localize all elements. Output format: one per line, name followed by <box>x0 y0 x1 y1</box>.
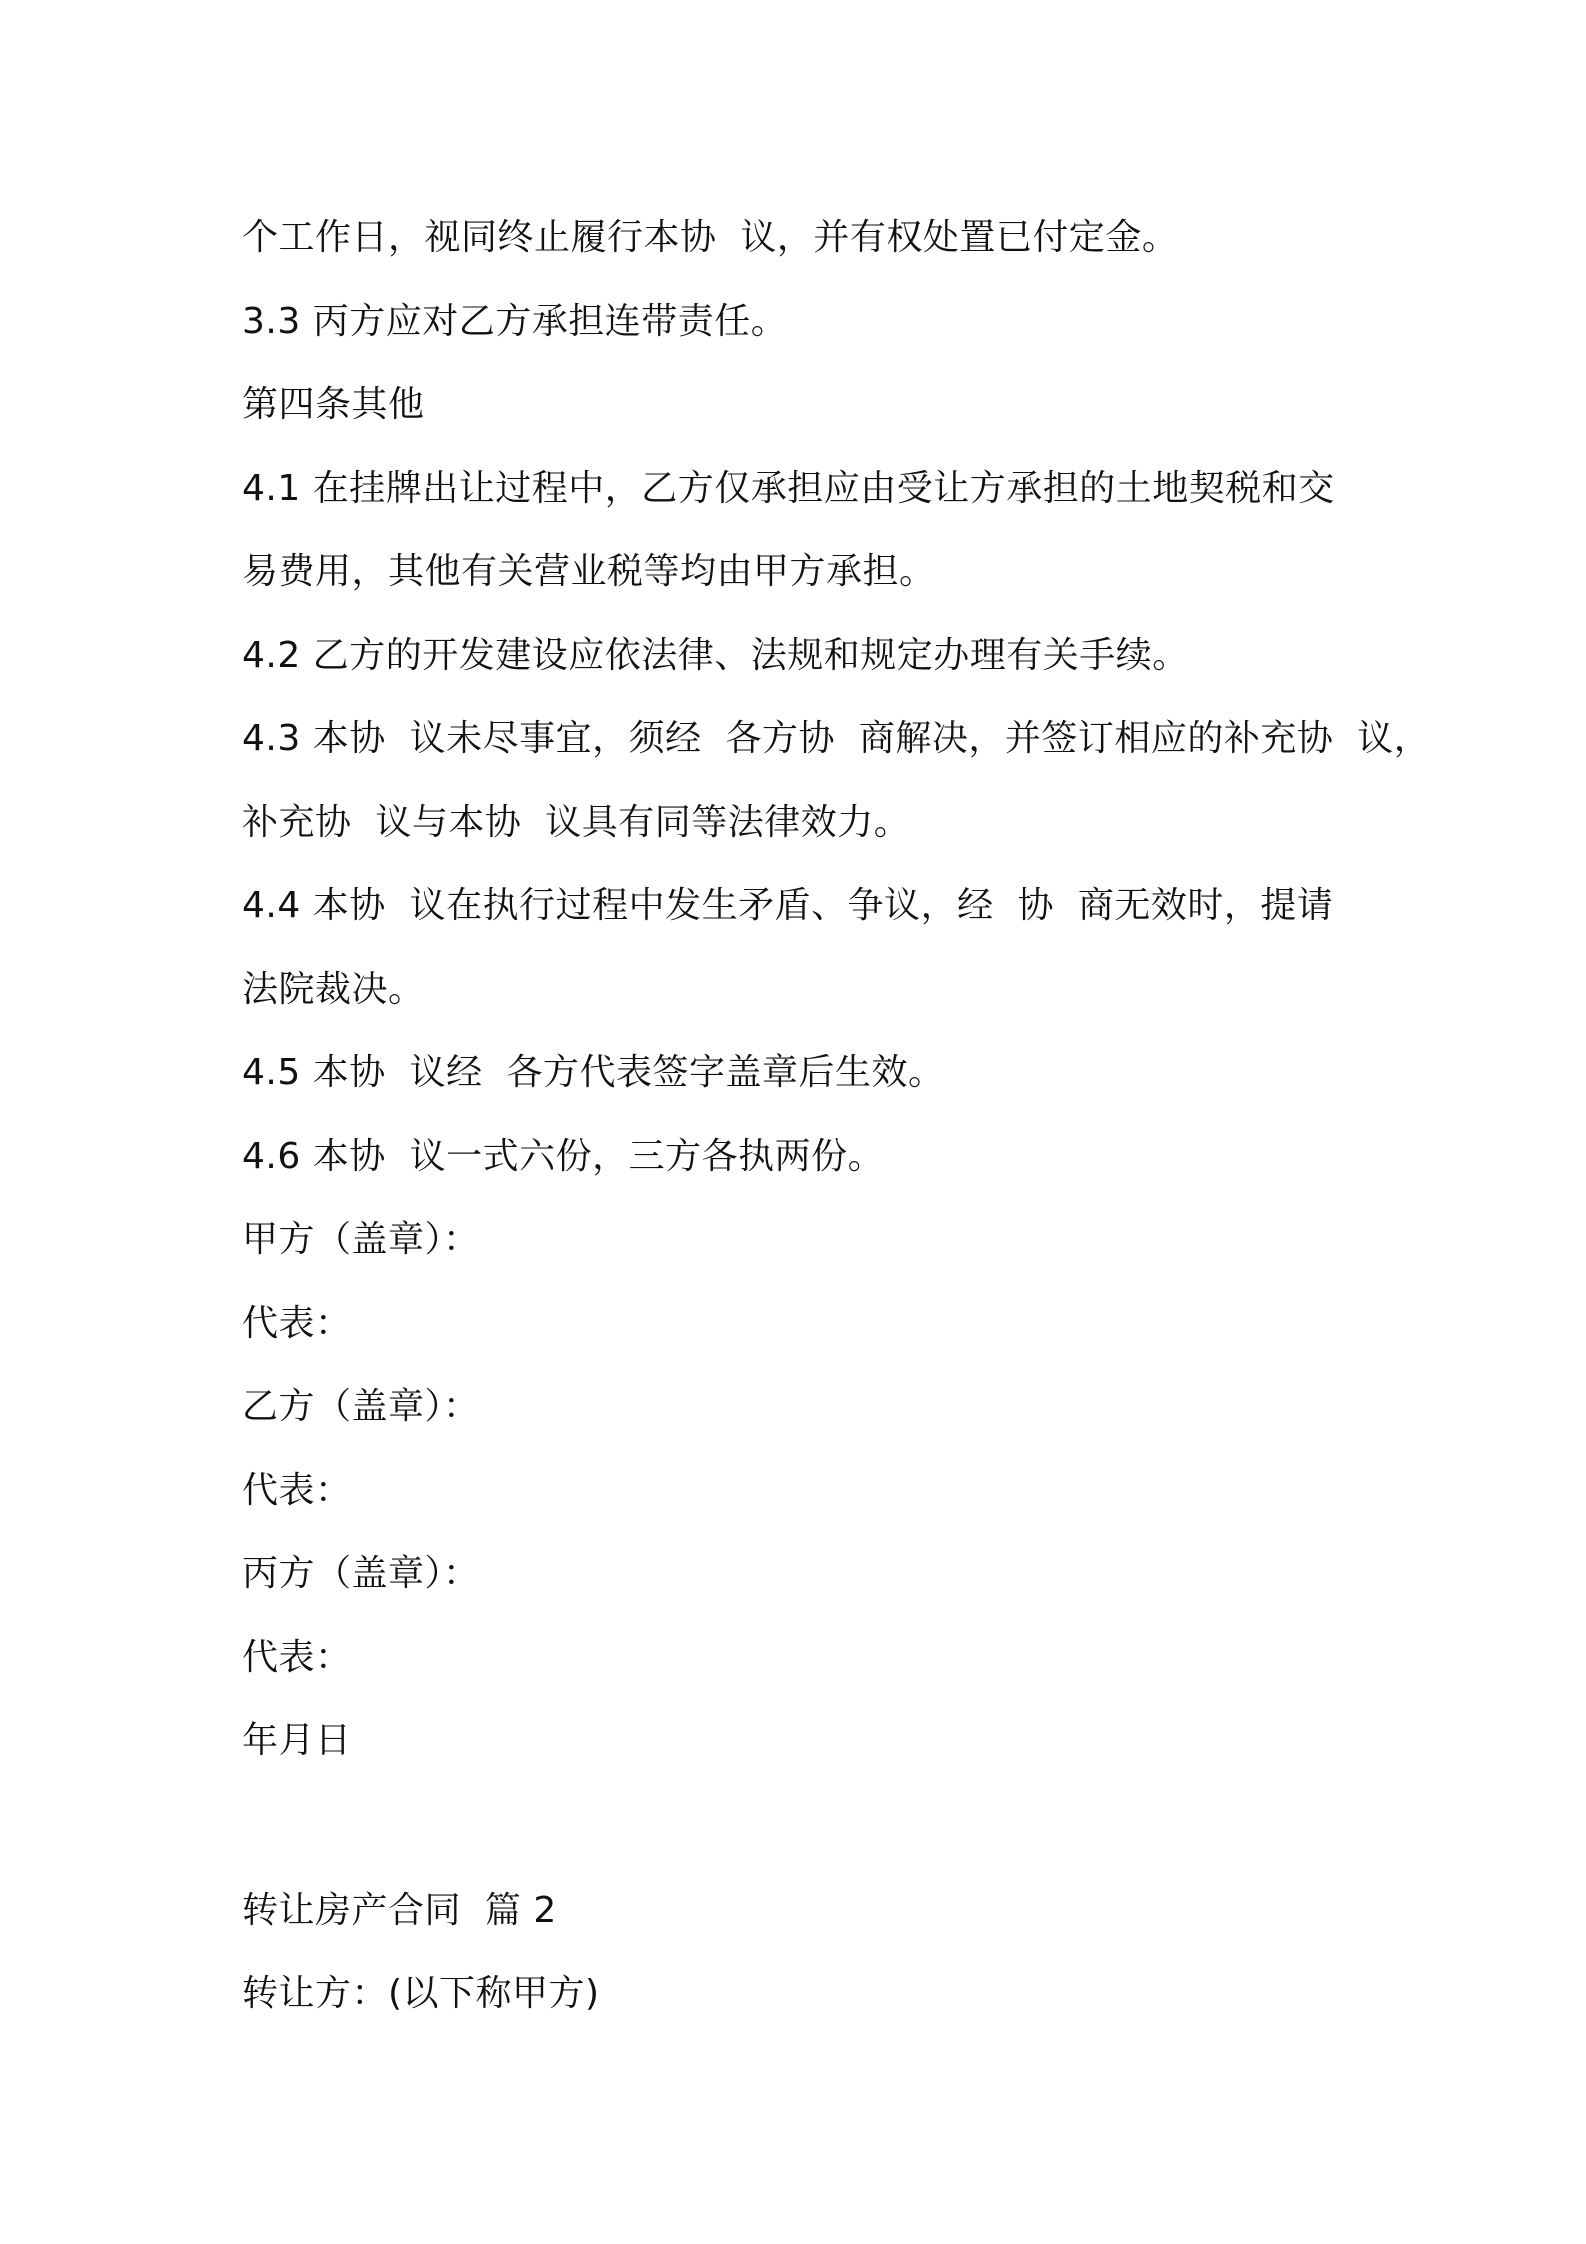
clause-4-1-line-2: 易费用，其他有关营业税等均由甲方承担。 <box>242 551 936 592</box>
party-c-representative-label: 代表： <box>242 1636 352 1678</box>
clause-4-4-line-1: 4.4 本协 议在执行过程中发生矛盾、争议，经 协 商无效时，提请 <box>242 885 1334 926</box>
clause-4-1-line-1: 4.1 在挂牌出让过程中，乙方仅承担应由受让方承担的土地契税和交 <box>242 467 1335 509</box>
clause-4-3-line-2: 补充协 议与本协 议具有同等法律效力。 <box>242 801 911 843</box>
clause-4-5: 4.5 本协 议经 各方代表签字盖章后生效。 <box>242 1052 945 1093</box>
section-title: 转让房产合同 篇 2 <box>242 1889 557 1931</box>
party-a-representative-label: 代表： <box>242 1302 352 1344</box>
clause-4-4-line-2: 法院裁决。 <box>242 968 425 1010</box>
transferor-line: 转让方：(以下称甲方) <box>242 1973 600 2014</box>
clause-4-2: 4.2 乙方的开发建设应依法律、法规和规定办理有关手续。 <box>242 634 1189 676</box>
party-b-representative-label: 代表： <box>242 1469 352 1511</box>
party-a-seal-label: 甲方（盖章）： <box>242 1219 480 1260</box>
article-4-heading: 第四条其他 <box>242 384 425 425</box>
party-b-seal-label: 乙方（盖章）： <box>242 1386 480 1427</box>
text-line: 个工作日，视同终止履行本协 议，并有权处置已付定金。 <box>242 217 1179 258</box>
party-c-seal-label: 丙方（盖章）： <box>242 1553 480 1594</box>
document-body <box>242 196 1431 2036</box>
section-spacer <box>242 1783 1362 1869</box>
clause-4-3-line-1: 4.3 本协 议未尽事宜，须经 各方协 商解决，并签订相应的补充协 议， <box>242 718 1431 759</box>
date-label: 年月日 <box>242 1720 352 1761</box>
clause-4-6: 4.6 本协 议一式六份，三方各执两份。 <box>242 1135 885 1177</box>
clause-3-3: 3.3 丙方应对乙方承担连带责任。 <box>242 300 788 342</box>
